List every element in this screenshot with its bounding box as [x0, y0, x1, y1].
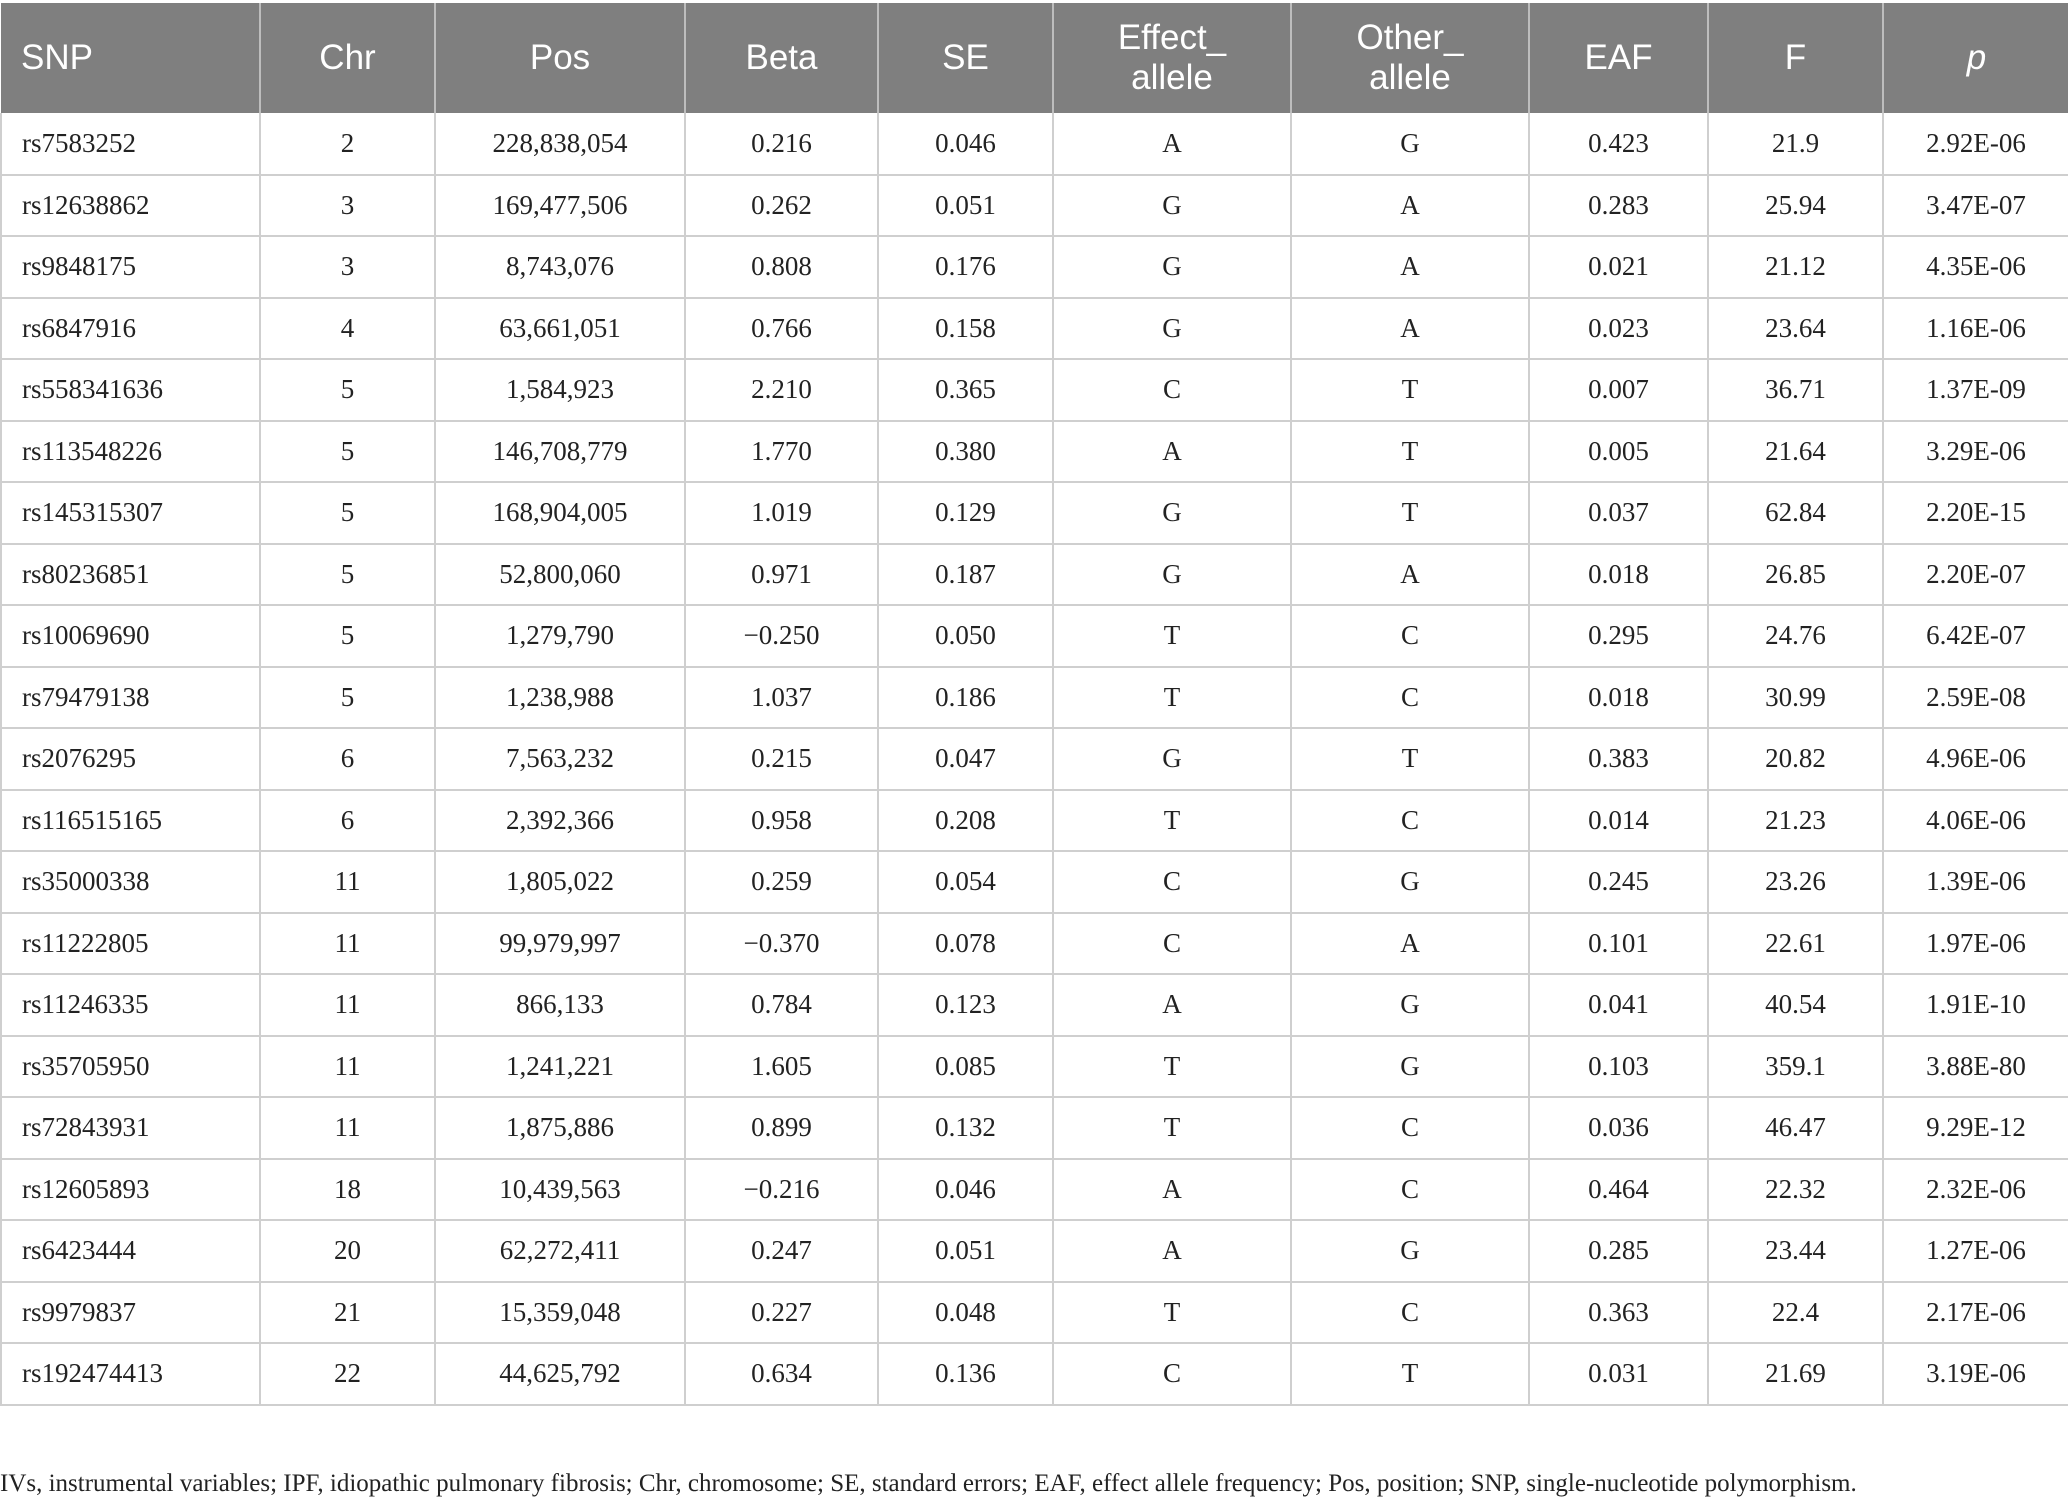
cell-snp: rs6423444 [1, 1220, 260, 1282]
cell-se: 0.054 [878, 851, 1053, 913]
cell-other-allele: A [1291, 236, 1529, 298]
cell-other-allele: G [1291, 974, 1529, 1036]
cell-pos: 62,272,411 [435, 1220, 685, 1282]
cell-f: 25.94 [1708, 175, 1883, 237]
table-row [1, 359, 2068, 421]
cell-f: 21.64 [1708, 421, 1883, 483]
column-header-pos: Pos [435, 3, 685, 113]
cell-pos: 52,800,060 [435, 544, 685, 606]
cell-effect-allele: C [1053, 359, 1291, 421]
cell-f: 22.4 [1708, 1282, 1883, 1344]
cell-beta: −0.250 [685, 605, 878, 667]
cell-snp: rs6847916 [1, 298, 260, 360]
cell-other-allele: T [1291, 359, 1529, 421]
table-row [1, 851, 2068, 913]
cell-snp: rs12605893 [1, 1159, 260, 1221]
table-row [1, 1282, 2068, 1344]
cell-effect-allele: C [1053, 851, 1291, 913]
cell-chr: 11 [260, 1097, 435, 1159]
cell-f: 23.26 [1708, 851, 1883, 913]
cell-se: 0.158 [878, 298, 1053, 360]
cell-f: 46.47 [1708, 1097, 1883, 1159]
cell-pos: 1,238,988 [435, 667, 685, 729]
table-header-row [1, 3, 2068, 113]
cell-f: 22.61 [1708, 913, 1883, 975]
cell-snp: rs558341636 [1, 359, 260, 421]
cell-snp: rs145315307 [1, 482, 260, 544]
cell-snp: rs12638862 [1, 175, 260, 237]
column-header-effect-allele: Effect_ allele [1053, 3, 1291, 113]
cell-p: 6.42E-07 [1883, 605, 2068, 667]
cell-chr: 6 [260, 790, 435, 852]
cell-eaf: 0.383 [1529, 728, 1708, 790]
cell-se: 0.176 [878, 236, 1053, 298]
cell-effect-allele: G [1053, 236, 1291, 298]
cell-other-allele: T [1291, 482, 1529, 544]
table-row [1, 1220, 2068, 1282]
table-row [1, 790, 2068, 852]
cell-other-allele: T [1291, 1343, 1529, 1405]
cell-f: 30.99 [1708, 667, 1883, 729]
cell-chr: 5 [260, 544, 435, 606]
cell-chr: 5 [260, 359, 435, 421]
cell-chr: 5 [260, 421, 435, 483]
cell-chr: 21 [260, 1282, 435, 1344]
cell-p: 2.17E-06 [1883, 1282, 2068, 1344]
cell-other-allele: C [1291, 1097, 1529, 1159]
cell-se: 0.085 [878, 1036, 1053, 1098]
column-header-beta: Beta [685, 3, 878, 113]
column-header-f: F [1708, 3, 1883, 113]
cell-chr: 11 [260, 913, 435, 975]
cell-effect-allele: G [1053, 298, 1291, 360]
cell-f: 23.64 [1708, 298, 1883, 360]
cell-p: 2.32E-06 [1883, 1159, 2068, 1221]
cell-pos: 15,359,048 [435, 1282, 685, 1344]
cell-chr: 11 [260, 974, 435, 1036]
cell-effect-allele: T [1053, 667, 1291, 729]
cell-se: 0.050 [878, 605, 1053, 667]
cell-f: 21.12 [1708, 236, 1883, 298]
cell-pos: 63,661,051 [435, 298, 685, 360]
cell-beta: 1.019 [685, 482, 878, 544]
table-row [1, 175, 2068, 237]
cell-pos: 1,805,022 [435, 851, 685, 913]
cell-snp: rs11246335 [1, 974, 260, 1036]
cell-chr: 5 [260, 667, 435, 729]
column-header-snp: SNP [1, 3, 260, 113]
cell-snp: rs2076295 [1, 728, 260, 790]
cell-pos: 44,625,792 [435, 1343, 685, 1405]
cell-f: 62.84 [1708, 482, 1883, 544]
table-row [1, 1343, 2068, 1405]
cell-snp: rs35000338 [1, 851, 260, 913]
cell-f: 22.32 [1708, 1159, 1883, 1221]
cell-pos: 7,563,232 [435, 728, 685, 790]
cell-p: 1.16E-06 [1883, 298, 2068, 360]
cell-snp: rs72843931 [1, 1097, 260, 1159]
cell-p: 2.20E-15 [1883, 482, 2068, 544]
cell-beta: 0.958 [685, 790, 878, 852]
cell-effect-allele: G [1053, 175, 1291, 237]
cell-pos: 146,708,779 [435, 421, 685, 483]
cell-pos: 99,979,997 [435, 913, 685, 975]
cell-pos: 1,584,923 [435, 359, 685, 421]
table-row [1, 298, 2068, 360]
cell-f: 26.85 [1708, 544, 1883, 606]
cell-se: 0.046 [878, 113, 1053, 175]
cell-snp: rs35705950 [1, 1036, 260, 1098]
cell-snp: rs79479138 [1, 667, 260, 729]
cell-other-allele: C [1291, 790, 1529, 852]
table-row [1, 605, 2068, 667]
cell-beta: 0.634 [685, 1343, 878, 1405]
cell-other-allele: G [1291, 851, 1529, 913]
cell-chr: 18 [260, 1159, 435, 1221]
cell-snp: rs9848175 [1, 236, 260, 298]
cell-chr: 3 [260, 175, 435, 237]
cell-se: 0.048 [878, 1282, 1053, 1344]
cell-effect-allele: C [1053, 913, 1291, 975]
table-row [1, 1036, 2068, 1098]
cell-chr: 6 [260, 728, 435, 790]
cell-se: 0.136 [878, 1343, 1053, 1405]
cell-f: 24.76 [1708, 605, 1883, 667]
table-row [1, 1159, 2068, 1221]
cell-pos: 1,241,221 [435, 1036, 685, 1098]
cell-effect-allele: T [1053, 1282, 1291, 1344]
cell-other-allele: C [1291, 1282, 1529, 1344]
cell-beta: 0.216 [685, 113, 878, 175]
cell-other-allele: A [1291, 298, 1529, 360]
cell-se: 0.047 [878, 728, 1053, 790]
cell-eaf: 0.103 [1529, 1036, 1708, 1098]
cell-p: 9.29E-12 [1883, 1097, 2068, 1159]
cell-se: 0.186 [878, 667, 1053, 729]
cell-eaf: 0.295 [1529, 605, 1708, 667]
cell-beta: 0.227 [685, 1282, 878, 1344]
cell-effect-allele: T [1053, 605, 1291, 667]
cell-chr: 4 [260, 298, 435, 360]
cell-eaf: 0.018 [1529, 667, 1708, 729]
cell-effect-allele: C [1053, 1343, 1291, 1405]
cell-eaf: 0.245 [1529, 851, 1708, 913]
cell-p: 2.92E-06 [1883, 113, 2068, 175]
column-header-chr: Chr [260, 3, 435, 113]
cell-effect-allele: A [1053, 1220, 1291, 1282]
cell-p: 1.91E-10 [1883, 974, 2068, 1036]
cell-beta: 0.899 [685, 1097, 878, 1159]
cell-beta: 0.259 [685, 851, 878, 913]
cell-chr: 5 [260, 482, 435, 544]
cell-beta: 2.210 [685, 359, 878, 421]
cell-other-allele: C [1291, 605, 1529, 667]
cell-effect-allele: A [1053, 113, 1291, 175]
cell-pos: 1,279,790 [435, 605, 685, 667]
cell-f: 36.71 [1708, 359, 1883, 421]
cell-p: 3.29E-06 [1883, 421, 2068, 483]
cell-snp: rs116515165 [1, 790, 260, 852]
cell-effect-allele: T [1053, 1097, 1291, 1159]
cell-snp: rs10069690 [1, 605, 260, 667]
table-body [1, 113, 2068, 1405]
cell-se: 0.208 [878, 790, 1053, 852]
cell-beta: 1.605 [685, 1036, 878, 1098]
cell-f: 23.44 [1708, 1220, 1883, 1282]
cell-pos: 2,392,366 [435, 790, 685, 852]
cell-eaf: 0.363 [1529, 1282, 1708, 1344]
cell-eaf: 0.464 [1529, 1159, 1708, 1221]
cell-effect-allele: A [1053, 1159, 1291, 1221]
cell-eaf: 0.007 [1529, 359, 1708, 421]
cell-eaf: 0.031 [1529, 1343, 1708, 1405]
cell-p: 3.88E-80 [1883, 1036, 2068, 1098]
cell-eaf: 0.005 [1529, 421, 1708, 483]
cell-pos: 1,875,886 [435, 1097, 685, 1159]
cell-p: 1.39E-06 [1883, 851, 2068, 913]
cell-f: 20.82 [1708, 728, 1883, 790]
cell-other-allele: G [1291, 1220, 1529, 1282]
table-row [1, 544, 2068, 606]
cell-beta: −0.370 [685, 913, 878, 975]
cell-f: 21.23 [1708, 790, 1883, 852]
cell-effect-allele: T [1053, 1036, 1291, 1098]
cell-pos: 169,477,506 [435, 175, 685, 237]
cell-se: 0.046 [878, 1159, 1053, 1221]
column-header-p: p [1883, 3, 2068, 113]
cell-se: 0.129 [878, 482, 1053, 544]
cell-eaf: 0.021 [1529, 236, 1708, 298]
cell-effect-allele: G [1053, 482, 1291, 544]
cell-effect-allele: T [1053, 790, 1291, 852]
cell-eaf: 0.285 [1529, 1220, 1708, 1282]
cell-other-allele: G [1291, 113, 1529, 175]
cell-eaf: 0.423 [1529, 113, 1708, 175]
cell-snp: rs80236851 [1, 544, 260, 606]
cell-eaf: 0.018 [1529, 544, 1708, 606]
cell-eaf: 0.101 [1529, 913, 1708, 975]
cell-effect-allele: A [1053, 974, 1291, 1036]
column-header-other-allele: Other_ allele [1291, 3, 1529, 113]
cell-se: 0.051 [878, 1220, 1053, 1282]
cell-eaf: 0.041 [1529, 974, 1708, 1036]
cell-eaf: 0.037 [1529, 482, 1708, 544]
cell-pos: 10,439,563 [435, 1159, 685, 1221]
cell-pos: 168,904,005 [435, 482, 685, 544]
cell-f: 21.9 [1708, 113, 1883, 175]
cell-beta: 1.770 [685, 421, 878, 483]
cell-beta: 0.971 [685, 544, 878, 606]
snp-table [0, 3, 2068, 1406]
cell-beta: 0.784 [685, 974, 878, 1036]
cell-chr: 22 [260, 1343, 435, 1405]
cell-f: 359.1 [1708, 1036, 1883, 1098]
cell-p: 3.19E-06 [1883, 1343, 2068, 1405]
cell-se: 0.123 [878, 974, 1053, 1036]
cell-f: 40.54 [1708, 974, 1883, 1036]
cell-chr: 2 [260, 113, 435, 175]
table-row [1, 482, 2068, 544]
cell-beta: 0.808 [685, 236, 878, 298]
cell-other-allele: A [1291, 175, 1529, 237]
cell-se: 0.132 [878, 1097, 1053, 1159]
cell-chr: 11 [260, 1036, 435, 1098]
cell-other-allele: G [1291, 1036, 1529, 1098]
table-row [1, 728, 2068, 790]
cell-se: 0.187 [878, 544, 1053, 606]
cell-effect-allele: G [1053, 544, 1291, 606]
cell-snp: rs11222805 [1, 913, 260, 975]
column-header-se: SE [878, 3, 1053, 113]
cell-se: 0.051 [878, 175, 1053, 237]
table-footnote: IVs, instrumental variables; IPF, idiopathic pulmonary fibrosis; Chr, chromosome; SE, standard errors; EAF, effect allele frequency; Pos, position; SNP, single-nucleotide polymorphism. [0, 1470, 1857, 1497]
cell-eaf: 0.283 [1529, 175, 1708, 237]
cell-beta: 0.262 [685, 175, 878, 237]
cell-beta: 0.215 [685, 728, 878, 790]
cell-chr: 5 [260, 605, 435, 667]
cell-other-allele: T [1291, 728, 1529, 790]
column-header-eaf: EAF [1529, 3, 1708, 113]
cell-other-allele: A [1291, 913, 1529, 975]
cell-beta: 0.247 [685, 1220, 878, 1282]
cell-chr: 11 [260, 851, 435, 913]
cell-beta: 1.037 [685, 667, 878, 729]
cell-p: 2.20E-07 [1883, 544, 2068, 606]
cell-other-allele: C [1291, 667, 1529, 729]
cell-other-allele: T [1291, 421, 1529, 483]
cell-effect-allele: G [1053, 728, 1291, 790]
cell-f: 21.69 [1708, 1343, 1883, 1405]
cell-snp: rs113548226 [1, 421, 260, 483]
cell-pos: 8,743,076 [435, 236, 685, 298]
table-row [1, 421, 2068, 483]
cell-snp: rs9979837 [1, 1282, 260, 1344]
cell-eaf: 0.023 [1529, 298, 1708, 360]
cell-other-allele: C [1291, 1159, 1529, 1221]
cell-p: 1.37E-09 [1883, 359, 2068, 421]
cell-se: 0.380 [878, 421, 1053, 483]
cell-pos: 228,838,054 [435, 113, 685, 175]
cell-beta: 0.766 [685, 298, 878, 360]
cell-p: 4.35E-06 [1883, 236, 2068, 298]
cell-p: 4.06E-06 [1883, 790, 2068, 852]
cell-p: 4.96E-06 [1883, 728, 2068, 790]
table-row [1, 1097, 2068, 1159]
cell-beta: −0.216 [685, 1159, 878, 1221]
cell-p: 3.47E-07 [1883, 175, 2068, 237]
cell-p: 1.27E-06 [1883, 1220, 2068, 1282]
cell-chr: 20 [260, 1220, 435, 1282]
cell-p: 1.97E-06 [1883, 913, 2068, 975]
cell-p: 2.59E-08 [1883, 667, 2068, 729]
cell-se: 0.078 [878, 913, 1053, 975]
cell-other-allele: A [1291, 544, 1529, 606]
cell-effect-allele: A [1053, 421, 1291, 483]
cell-snp: rs7583252 [1, 113, 260, 175]
cell-pos: 866,133 [435, 974, 685, 1036]
cell-chr: 3 [260, 236, 435, 298]
table-row [1, 113, 2068, 175]
table-row [1, 236, 2068, 298]
cell-snp: rs192474413 [1, 1343, 260, 1405]
cell-eaf: 0.014 [1529, 790, 1708, 852]
table-row [1, 913, 2068, 975]
table-row [1, 667, 2068, 729]
cell-eaf: 0.036 [1529, 1097, 1708, 1159]
table-row [1, 974, 2068, 1036]
cell-se: 0.365 [878, 359, 1053, 421]
